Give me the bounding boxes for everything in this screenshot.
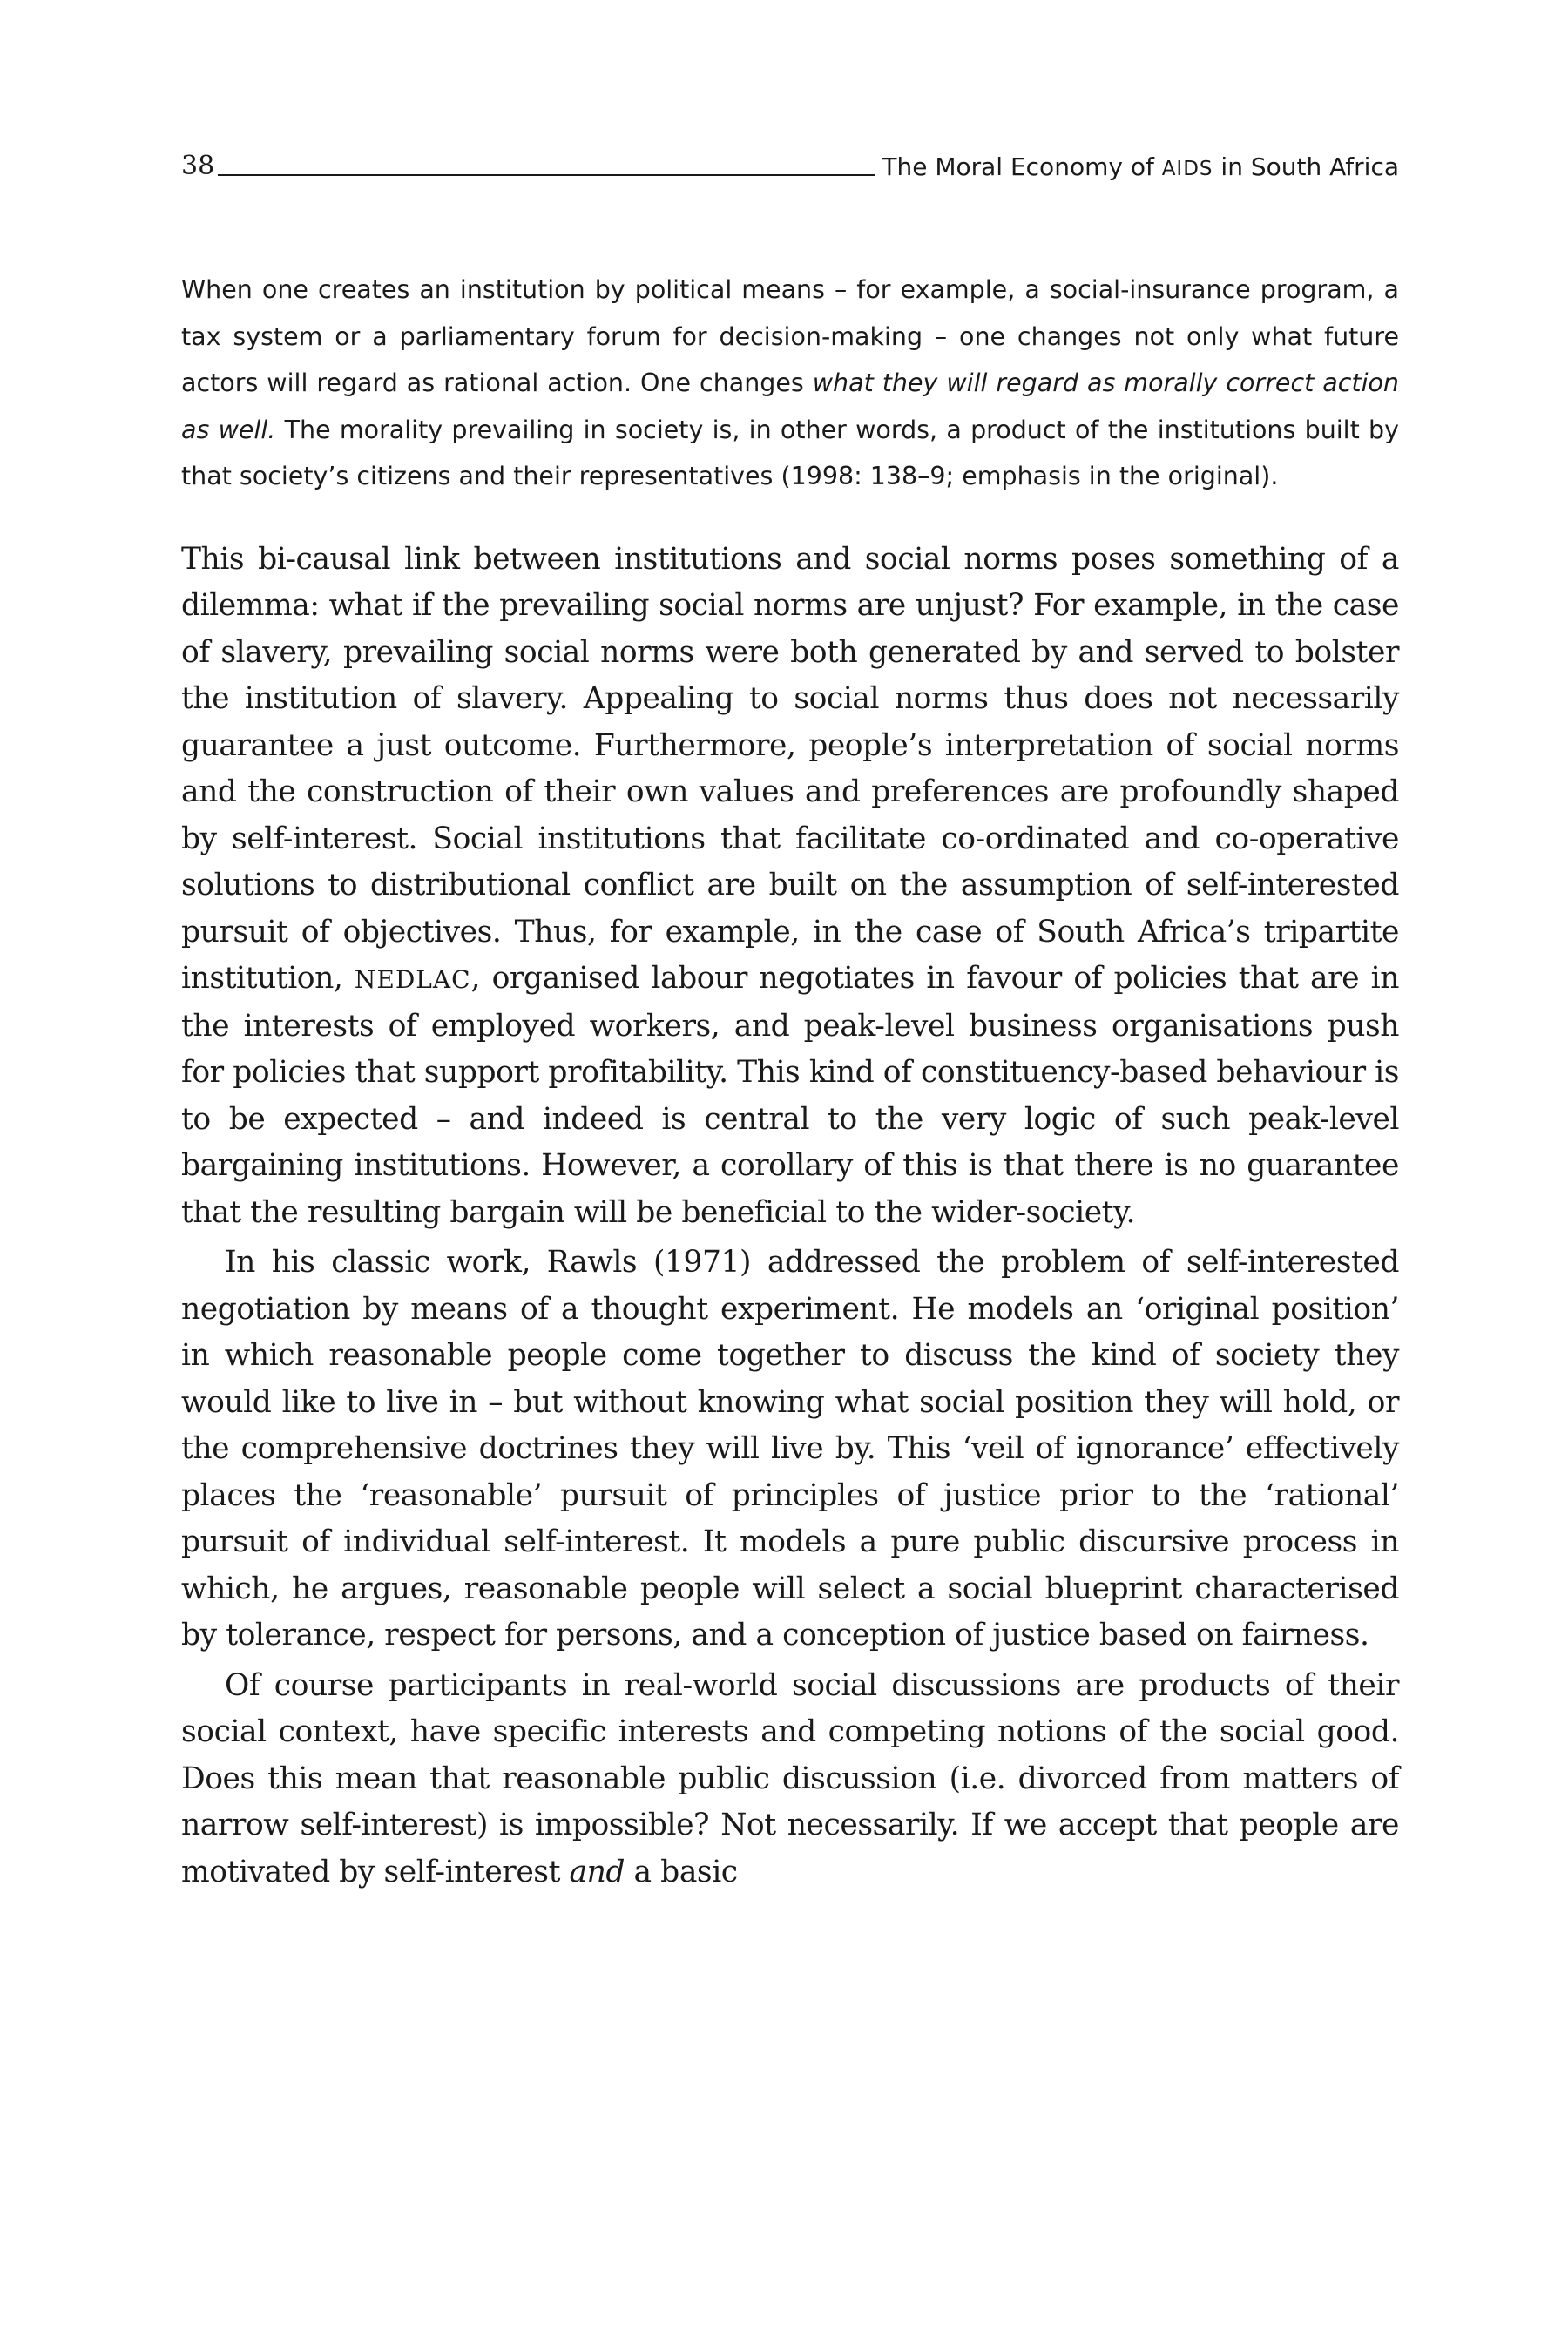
paragraph-3 [181,1663,1399,1896]
running-title-acronym: AIDS [1161,158,1213,180]
paragraph-1 [181,537,1399,1237]
paragraph-1-text-a: This bi-causal link between institutions and social norms poses something of a dilemma: what if the prevailing social norms are unjust? For example, in the case of slavery, prevailing social norms were both generated by and served to bolster the institution of slavery. Appealing to social norms thus does not necessarily guarantee a just outcome. Furthermore, people’s interpretation of social norms and the construction of their own values and preferences are profoundly shaped by self-interest. Social institutions that facilitate co-ordinated and co-operative solutions to distributional conflict are built on the assumption of self-interested pursuit of objectives. Thus, for example, in the case of South Africa’s tripartite institution, [181,541,1399,996]
paragraph-3-emphasis: and [569,1854,625,1889]
running-head [181,139,1399,179]
running-title-prefix: The Moral Economy of [882,152,1162,181]
paragraph-3-text-a: Of course participants in real-world social discussions are products of their social context, have specific interests and competing notions of the social good. Does this mean that reasonable public discussion (i.e. divorced from matters of narrow self-interest) is impossible? Not necessarily. If we accept that people are motivated by self-interest [181,1667,1399,1889]
paragraph-1-text-b: , organised labour negotiates in favour of policies that are in the interests of employed workers, and peak-level business organisations push for policies that support profitability. This kind of constituency-based behaviour is to be expected – and indeed is central to the very logic of such peak-level bargaining institutions. However, a corollary of this is that there is no guarantee that the resulting bargain will be beneficial to the wider-society. [181,961,1399,1230]
book-page [181,139,1399,1896]
paragraph-1-acronym: NEDLAC [354,965,471,994]
quote-text-2: The morality prevailing in society is, in other words, a product of the institutions built by that society’s citizens and their representatives (1998: 138–9; emphasis in the original). [181,415,1399,490]
page-number: 38 [181,151,215,181]
block-quotation [181,267,1399,500]
paragraph-3-text-b: a basic [625,1854,738,1889]
quote-emphasis: what they will regard as morally correct action as well. [181,368,1399,444]
running-title [882,152,1399,181]
paragraph-2: In his classic work, Rawls (1971) addressed the problem of self-interested negotiation by means of a thought experiment. He models an ‘original position’ in which reasonable people come together to discuss the kind of society they would like to live in – but without knowing what social position they will hold, or the comprehensive doctrines they will live by. This ‘veil of ignorance’ effectively places the ‘reasonable’ pursuit of principles of justice prior to the ‘rational’ pursuit of individual self-interest. It models a pure public discursive process in which, he argues, reasonable people will select a social blueprint characterised by tolerance, respect for persons, and a conception of justice based on fairness. [181,1245,1399,1652]
quote-text-1: When one creates an institution by political means – for example, a social-insurance program, a tax system or a parliamentary forum for decision-making – one changes not only what future actors will regard as rational action. One changes [181,275,1399,397]
body-text [181,537,1399,1896]
header-rule [218,174,875,176]
running-title-suffix: in South Africa [1213,152,1399,181]
